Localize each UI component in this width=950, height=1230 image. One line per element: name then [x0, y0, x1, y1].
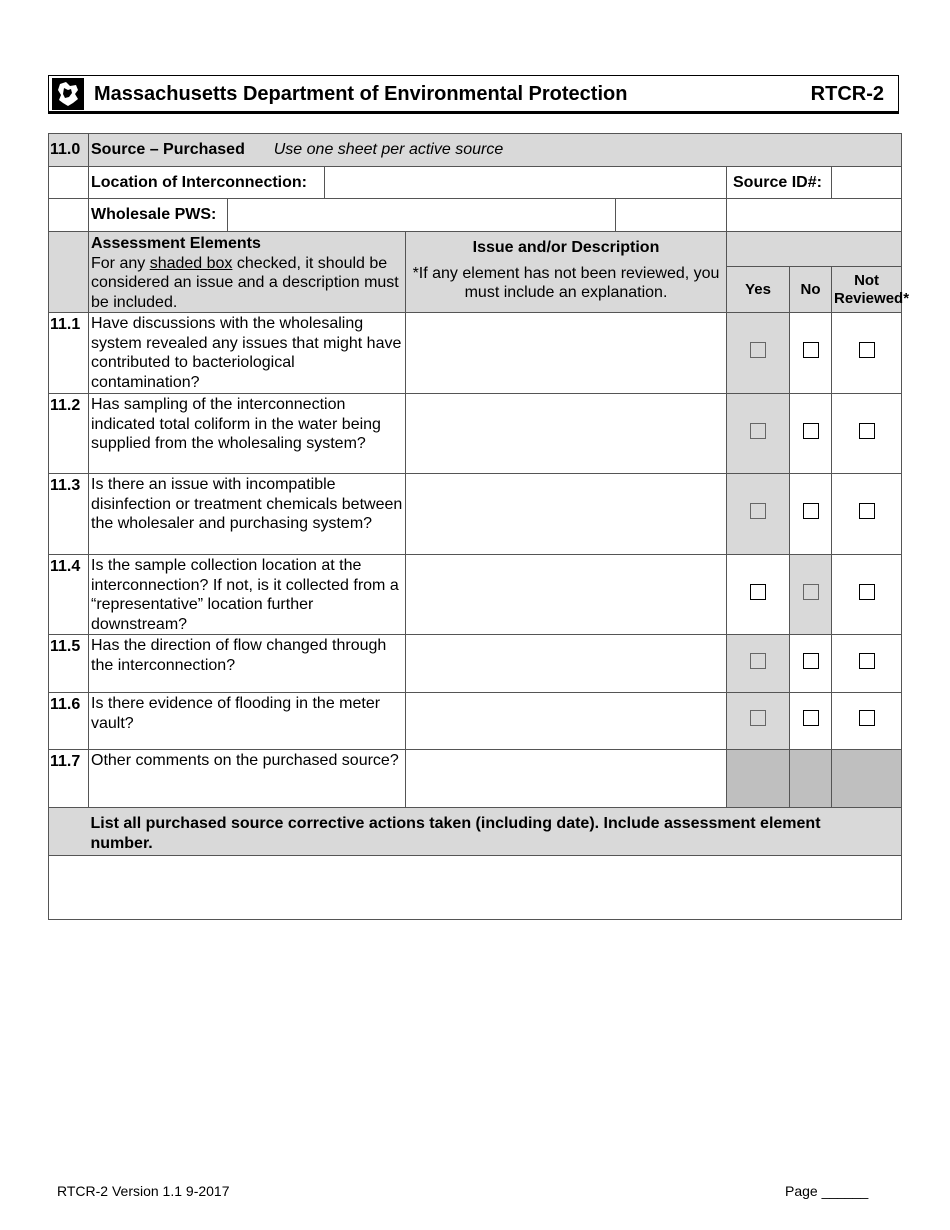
page-number-field: Page ______	[785, 1183, 869, 1199]
wholesale-label: Wholesale PWS:	[89, 199, 228, 232]
not-reviewed-cell	[832, 474, 902, 555]
table-header-row	[49, 232, 902, 267]
table-row	[49, 313, 902, 394]
yes-cell	[727, 635, 790, 693]
item-description-input[interactable]	[406, 555, 727, 635]
yes-checkbox[interactable]	[750, 710, 766, 726]
form-code: RTCR-2	[810, 83, 884, 105]
table-row	[49, 750, 902, 808]
item-question: Is there an issue with incompatible disinfection or treatment chemicals between the wholesaler and purchasing system?	[89, 474, 406, 555]
item-description-input[interactable]	[406, 750, 727, 808]
not-reviewed-cell	[832, 635, 902, 693]
section-title-row	[49, 134, 902, 167]
item-question: Is there evidence of flooding in the meter vault?	[89, 693, 406, 750]
item-number: 11.4	[49, 555, 89, 635]
no-cell	[790, 394, 832, 474]
col-not-reviewed-header: Not Reviewed*	[832, 267, 902, 313]
table-row	[49, 474, 902, 555]
source-id-input[interactable]	[832, 167, 902, 199]
item-number: 11.2	[49, 394, 89, 474]
table-row	[49, 635, 902, 693]
yes-cell	[727, 555, 790, 635]
not-reviewed-checkbox[interactable]	[859, 653, 875, 669]
item-description-input[interactable]	[406, 474, 727, 555]
no-cell	[790, 313, 832, 394]
item-number: 11.1	[49, 313, 89, 394]
table-row	[49, 394, 902, 474]
not-reviewed-checkbox[interactable]	[859, 423, 875, 439]
yes-cell	[727, 313, 790, 394]
location-input[interactable]	[325, 167, 727, 199]
no-cell	[790, 555, 832, 635]
corrective-label-row	[49, 808, 902, 856]
assessment-form-table	[48, 133, 910, 920]
not-reviewed-cell	[832, 555, 902, 635]
no-checkbox[interactable]	[803, 342, 819, 358]
section-instruction: Use one sheet per active source	[273, 141, 504, 159]
not-reviewed-checkbox[interactable]	[859, 342, 875, 358]
item-question: Has the direction of flow changed through the interconnection?	[89, 635, 406, 693]
item-question: Other comments on the purchased source?	[89, 750, 406, 808]
item-number: 11.5	[49, 635, 89, 693]
not-reviewed-cell-disabled	[832, 750, 902, 808]
table-row	[49, 555, 902, 635]
not-reviewed-cell	[832, 394, 902, 474]
item-number: 11.3	[49, 474, 89, 555]
section-title-cell	[89, 134, 902, 167]
not-reviewed-checkbox[interactable]	[859, 710, 875, 726]
item-number: 11.7	[49, 750, 89, 808]
section-number: 11.0	[49, 134, 89, 167]
no-checkbox[interactable]	[803, 423, 819, 439]
not-reviewed-cell	[832, 313, 902, 394]
wholesale-input[interactable]	[228, 199, 616, 232]
corrective-input-row	[49, 856, 902, 920]
yes-cell	[727, 474, 790, 555]
issue-title: Issue and/or Description	[472, 239, 660, 256]
form-version: RTCR-2 Version 1.1 9-2017	[57, 1183, 230, 1199]
no-checkbox[interactable]	[803, 710, 819, 726]
yes-cell-disabled	[727, 750, 790, 808]
elements-title: Assessment Elements	[91, 235, 261, 252]
item-description-input[interactable]	[406, 313, 727, 394]
yes-cell	[727, 693, 790, 750]
col-no-header: No	[790, 267, 832, 313]
yes-checkbox[interactable]	[750, 653, 766, 669]
no-cell	[790, 635, 832, 693]
item-question: Is the sample collection location at the interconnection? If not, is it collected from a “representative” location further downstream?	[89, 555, 406, 635]
location-row	[49, 167, 902, 199]
form-header	[48, 75, 899, 112]
no-cell-disabled	[790, 750, 832, 808]
issue-note: *If any element has not been reviewed, you must include an explanation.	[412, 264, 720, 301]
wholesale-row	[49, 199, 902, 232]
item-question: Has sampling of the interconnection indicated total coliform in the water being supplied from the wholesaling system?	[89, 394, 406, 474]
massdep-logo-icon	[52, 78, 84, 110]
item-description-input[interactable]	[406, 693, 727, 750]
yes-checkbox[interactable]	[750, 503, 766, 519]
no-checkbox[interactable]	[803, 653, 819, 669]
corrective-label: List all purchased source corrective actions taken (including date). Include assessment element number.	[89, 808, 902, 856]
location-label: Location of Interconnection:	[89, 167, 325, 199]
agency-title: Massachusetts Department of Environmental Protection	[94, 83, 628, 105]
col-yes-header: Yes	[727, 267, 790, 313]
yes-checkbox[interactable]	[750, 584, 766, 600]
yes-checkbox[interactable]	[750, 342, 766, 358]
header-divider	[48, 112, 899, 114]
table-row	[49, 693, 902, 750]
item-description-input[interactable]	[406, 394, 727, 474]
not-reviewed-checkbox[interactable]	[859, 584, 875, 600]
corrective-input[interactable]	[49, 856, 902, 920]
yes-cell	[727, 394, 790, 474]
no-cell	[790, 693, 832, 750]
item-description-input[interactable]	[406, 635, 727, 693]
section-title: Source – Purchased	[91, 141, 245, 159]
elements-header	[89, 232, 406, 313]
yes-checkbox[interactable]	[750, 423, 766, 439]
no-cell	[790, 474, 832, 555]
not-reviewed-checkbox[interactable]	[859, 503, 875, 519]
issue-header	[406, 232, 727, 313]
item-number: 11.6	[49, 693, 89, 750]
no-checkbox[interactable]	[803, 584, 819, 600]
elements-note: For any shaded box checked, it should be considered an issue and a description must be included.	[91, 254, 399, 311]
no-checkbox[interactable]	[803, 503, 819, 519]
not-reviewed-cell	[832, 693, 902, 750]
item-question: Have discussions with the wholesaling system revealed any issues that might have contributed to bacteriological contamination?	[89, 313, 406, 394]
source-id-label: Source ID#:	[727, 167, 832, 199]
